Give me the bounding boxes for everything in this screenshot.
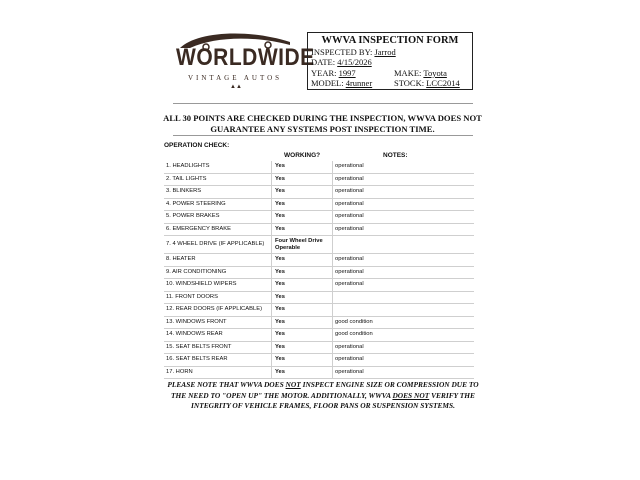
disclaimer-text [162,380,484,412]
stock-label: STOCK: [394,78,425,88]
disclaimer-part-3: VERIFY THE INTEGRITY OF VEHICLE FRAMES, FLOOR PANS OR SUSPENSION SYSTEMS. [191,390,475,410]
make-label: MAKE: [394,68,422,78]
item-cell: 13. WINDOWS FRONT [164,317,272,329]
disclaimer-not-1: NOT [285,380,301,389]
inspected-by-label: INSPECTED BY: [311,47,373,57]
notes-cell [333,304,474,316]
section-title: OPERATION CHECK: [164,142,230,149]
date-value: 4/15/2026 [337,57,372,67]
notes-cell: operational [335,175,364,182]
date-row [311,57,372,67]
disclaimer-part-2: INSPECT ENGINE SIZE OR COMPRESSION DUE TO THE NEED TO "OPEN UP" THE MOTOR. ADDITIONALLY, WWVA [171,380,479,400]
disclaimer-part-1: PLEASE NOTE THAT WWVA DOES [167,380,286,389]
working-cell: Yes [272,342,333,354]
table-row [164,292,474,305]
working-cell: Yes [272,304,333,316]
notes-cell [333,292,474,304]
notes-cell: operational [335,225,364,232]
table-row [164,267,474,280]
stock-row [394,78,460,88]
table-row [164,342,474,355]
working-cell: Yes [272,186,333,198]
item-cell: 6. EMERGENCY BRAKE [164,224,272,236]
working-cell: Yes [272,224,333,236]
table-row [164,236,474,254]
item-cell: 1. HEADLIGHTS [164,161,272,173]
notes-cell: good condition [335,318,373,325]
notes-cell: operational [335,268,364,275]
notes-cell: operational [335,356,364,362]
table-row [164,224,474,237]
item-cell: 16. SEAT BELTS REAR [164,354,272,366]
working-cell: Yes [272,174,333,186]
stock-value: LCC2014 [426,78,460,88]
divider-bottom [173,135,473,136]
item-cell: 8. HEATER [164,254,272,266]
working-cell: Yes [272,367,333,379]
working-cell: Yes [272,161,333,173]
column-header-notes: NOTES: [383,152,408,159]
date-label: DATE: [311,57,336,67]
table-row [164,367,474,380]
logo-tagline: VINTAGE AUTOS [187,74,283,82]
inspected-by-row [311,47,396,57]
notice-line-1: ALL 30 POINTS ARE CHECKED DURING THE INSPECTION, WWVA DOES NOT [163,113,482,123]
notes-cell: good condition [335,331,373,337]
notes-cell: operational [335,188,364,194]
year-label: YEAR: [311,68,337,78]
model-value: 4runner [345,78,373,88]
table-row [164,211,474,224]
item-cell: 11. FRONT DOORS [164,292,272,304]
make-row [394,68,447,78]
item-cell: 15. SEAT BELTS FRONT [164,342,272,354]
notes-cell: operational [335,281,364,287]
table-row [164,186,474,199]
working-cell: Yes [272,329,333,341]
item-cell: 4. POWER STEERING [164,199,272,211]
inspected-by-value: Jarrod [374,47,396,57]
item-cell: 12. REAR DOORS (IF APPLICABLE) [164,304,272,316]
working-cell: Yes [272,279,333,291]
operation-check-table [164,161,474,379]
table-row [164,329,474,342]
item-cell: 9. AIR CONDITIONING [164,267,272,279]
inspection-header-box [307,32,473,90]
model-row [311,78,372,88]
item-cell: 17. HORN [164,367,272,379]
divider-top [173,103,473,104]
table-row [164,161,474,174]
year-row [311,68,356,78]
notes-cell: operational [335,213,364,219]
disclaimer-not-2: DOES NOT [392,390,430,400]
table-row [164,304,474,317]
working-cell: Yes [272,254,333,266]
table-row [164,199,474,212]
working-cell: Yes [272,211,333,223]
company-logo [176,28,315,90]
working-cell: Yes [272,199,333,211]
notes-cell: operational [335,163,364,169]
item-cell: 10. WINDSHIELD WIPERS [164,279,272,291]
working-cell: Yes [272,292,333,304]
table-row [164,174,474,187]
item-cell: 3. BLINKERS [164,186,272,198]
notes-cell [333,236,474,253]
working-cell: Yes [272,317,333,329]
item-cell: 5. POWER BRAKES [164,211,272,223]
item-cell: 7. 4 WHEEL DRIVE (IF APPLICABLE) [164,236,272,253]
model-label: MODEL: [311,78,344,88]
form-title: WWVA INSPECTION FORM [321,35,459,46]
notes-cell: operational [335,368,364,375]
working-cell: Yes [272,267,333,279]
logo-ornament-icon: ▲▲ [230,84,242,90]
logo-wordmark: WORLDWIDE [176,44,315,71]
working-cell: Yes [272,354,333,366]
table-row [164,317,474,330]
notes-cell: operational [335,256,364,262]
notice-line-2: GUARANTEE ANY SYSTEMS POST INSPECTION TIME. [210,124,435,134]
item-cell: 2. TAIL LIGHTS [164,174,272,186]
table-row [164,279,474,292]
year-value: 1997 [338,68,356,78]
table-row [164,254,474,267]
item-cell: 14. WINDOWS REAR [164,329,272,341]
notes-cell: operational [335,200,364,207]
table-row [164,354,474,367]
inspection-notice [160,113,485,135]
notes-cell: operational [335,343,364,350]
make-value: Toyota [423,68,447,78]
working-cell: Four Wheel Drive Operable [272,236,333,253]
column-header-working: WORKING? [284,152,321,159]
